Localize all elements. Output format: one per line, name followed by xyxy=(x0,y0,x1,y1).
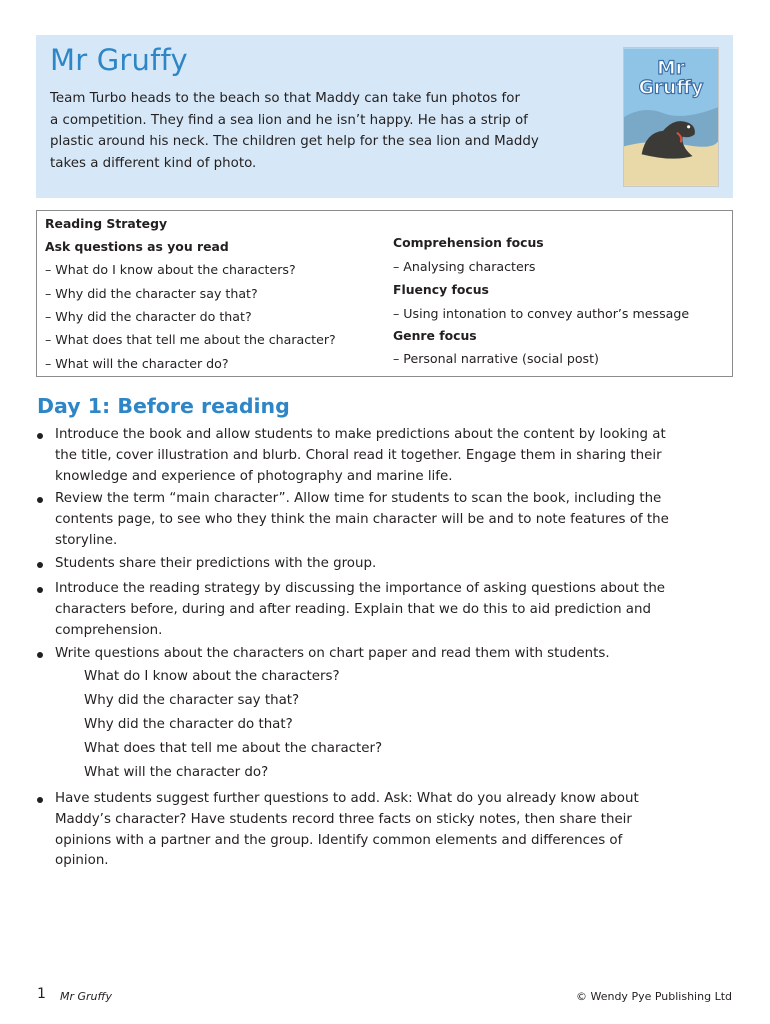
bullet-dot-icon xyxy=(37,562,43,568)
bullet-dot-icon xyxy=(37,652,43,658)
reading-strategy-box xyxy=(36,210,733,377)
chart-question: Why did the character do that? xyxy=(84,717,293,732)
bullet-line: Write questions about the characters on chart paper and read them with students. xyxy=(55,646,610,661)
bullet-dot-icon xyxy=(37,587,43,593)
bullet-line: storyline. xyxy=(55,532,118,548)
book-title: Mr Gruffy xyxy=(50,43,188,77)
cover-title-line1: Mr xyxy=(657,57,685,79)
strategy-subheading: Ask questions as you read xyxy=(45,239,229,254)
book-blurb xyxy=(50,88,598,175)
strategy-question: – Why did the character do that? xyxy=(45,309,252,324)
blurb-line: plastic around his neck. The children get help for the sea lion and Maddy xyxy=(50,134,539,150)
bullet-line: Have students suggest further questions to add. Ask: What do you already know about xyxy=(55,791,639,806)
genre-focus-item: – Personal narrative (social post) xyxy=(393,351,599,366)
day1-heading: Day 1: Before reading xyxy=(37,394,290,418)
copyright-notice: © Wendy Pye Publishing Ltd xyxy=(575,990,732,1003)
book-cover-image xyxy=(623,47,719,187)
blurb-line: Team Turbo heads to the beach so that Maddy can take fun photos for xyxy=(50,91,520,106)
strategy-heading: Reading Strategy xyxy=(45,216,168,231)
chart-question: What will the character do? xyxy=(84,765,269,780)
strategy-question: – What do I know about the characters? xyxy=(45,262,296,277)
blurb-line: takes a different kind of photo. xyxy=(50,156,257,172)
strategy-question: – What does that tell me about the character? xyxy=(45,332,336,347)
bullet-line: Review the term “main character”. Allow time for students to scan the book, including the xyxy=(55,491,662,506)
fluency-focus-item: – Using intonation to convey author’s message xyxy=(393,306,690,321)
bullet-dot-icon xyxy=(37,797,43,803)
cover-illustration xyxy=(624,48,718,186)
bullet-line: the title, cover illustration and blurb. Choral read it together. Engage them in sharing their xyxy=(55,447,662,463)
comprehension-focus-item: – Analysing characters xyxy=(393,259,536,274)
bullet-line: Introduce the reading strategy by discussing the importance of asking questions about the xyxy=(55,581,666,596)
bullet-line: Introduce the book and allow students to make predictions about the content by looking at xyxy=(55,427,666,442)
blurb-line: a competition. They find a sea lion and he isn’t happy. He has a strip of xyxy=(50,112,528,128)
strategy-question: – What will the character do? xyxy=(45,356,229,371)
bullet-line: Maddy’s character? Have students record three facts on sticky notes, then share their xyxy=(55,811,632,827)
bullet-line: characters before, during and after reading. Explain that we do this to aid prediction and xyxy=(55,601,652,617)
footer-book-title: Mr Gruffy xyxy=(60,990,112,1003)
bullet-line: opinions with a partner and the group. Identify common elements and differences of xyxy=(55,832,623,848)
fluency-focus-heading: Fluency focus xyxy=(393,282,489,297)
bullet-line: Students share their predictions with the group. xyxy=(55,556,377,571)
chart-question: What do I know about the characters? xyxy=(84,669,340,684)
bullet-line: opinion. xyxy=(55,853,109,869)
strategy-question: – Why did the character say that? xyxy=(45,286,258,301)
page-number: 1 xyxy=(37,986,46,1002)
cover-title-line2: Gruffy xyxy=(638,77,704,99)
genre-focus-heading: Genre focus xyxy=(393,328,477,343)
bullet-line: comprehension. xyxy=(55,622,163,638)
chart-question: What does that tell me about the character? xyxy=(84,741,383,756)
chart-question: Why did the character say that? xyxy=(84,693,300,708)
bullet-line: contents page, to see who they think the main character will be and to note features of the xyxy=(55,511,669,527)
bullet-dot-icon xyxy=(37,433,43,439)
sea-lion-eye xyxy=(687,125,690,128)
bullet-line: knowledge and experience of photography and marine life. xyxy=(55,468,453,484)
bullet-dot-icon xyxy=(37,497,43,503)
comprehension-focus-heading: Comprehension focus xyxy=(393,235,544,250)
intro-panel xyxy=(36,35,733,198)
